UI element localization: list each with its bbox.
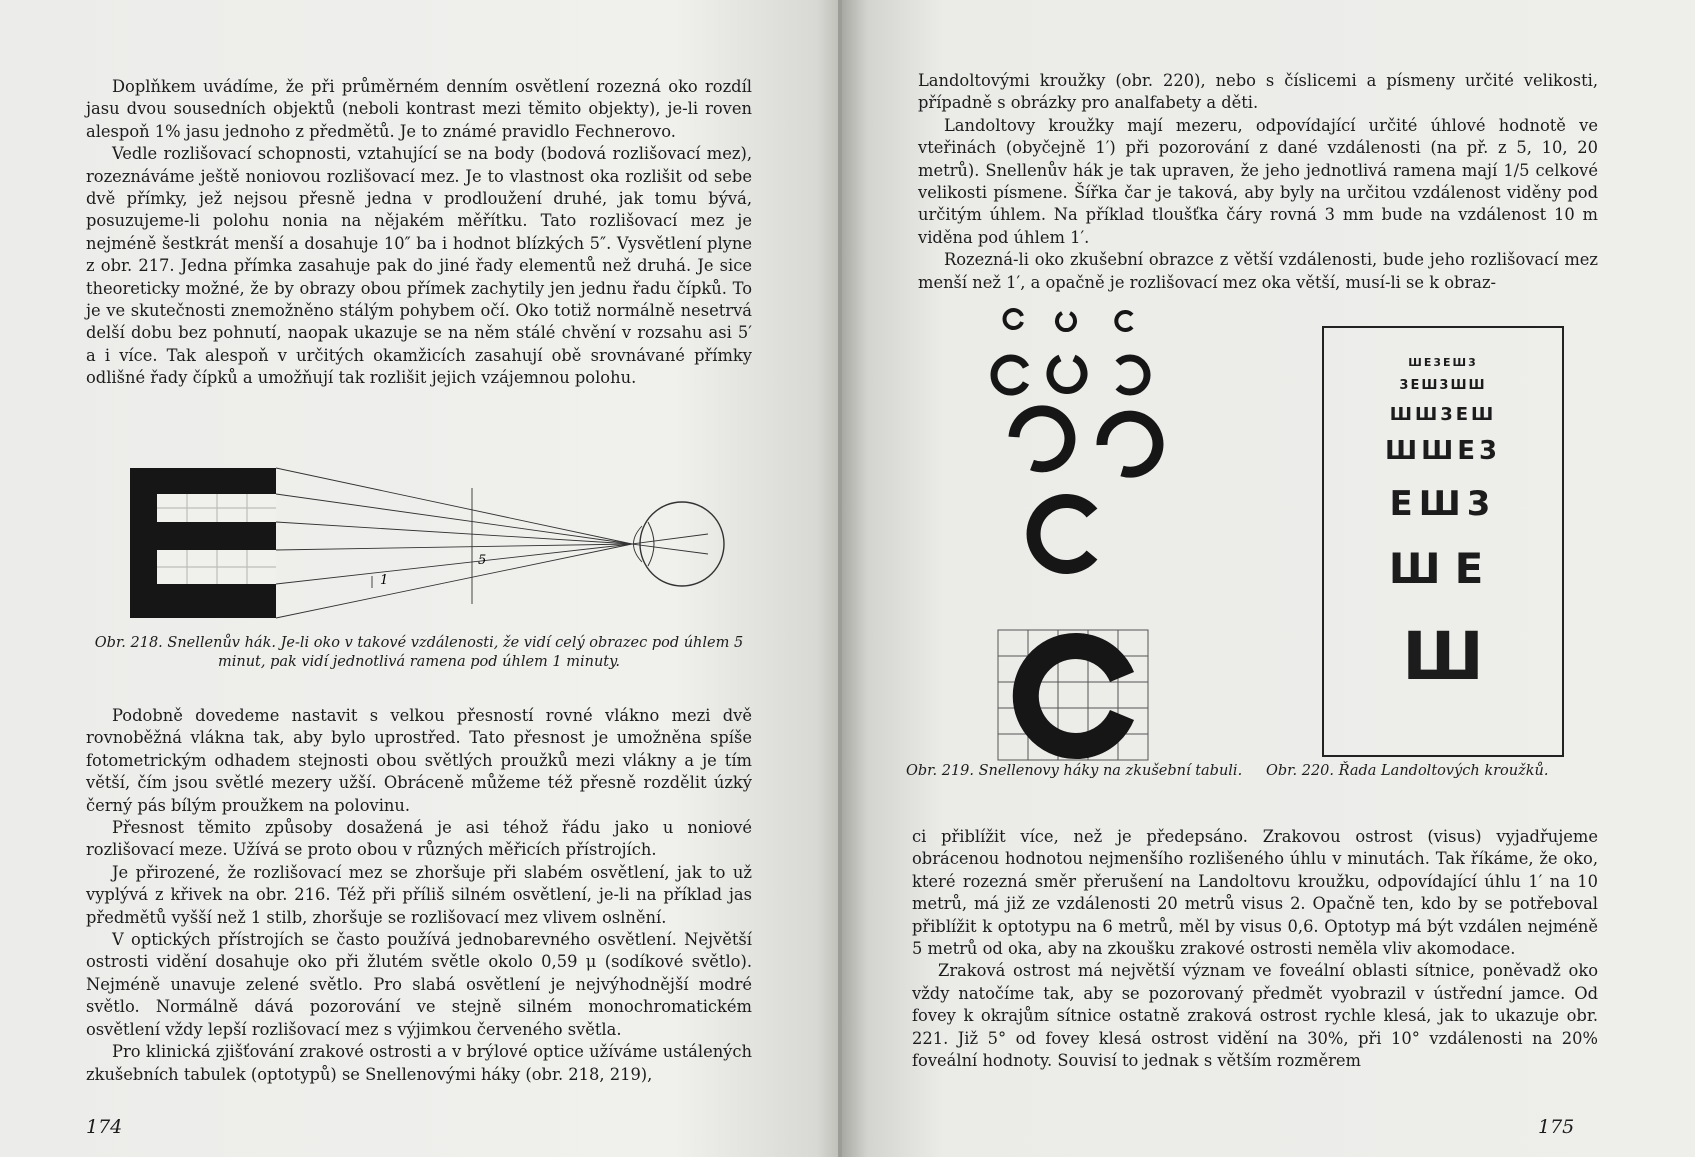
chart-row: ШE	[1388, 544, 1498, 593]
chart-row: EШ3	[1389, 484, 1497, 524]
figure-219-caption: Obr. 219. Snellenovy háky na zkušební tabuli.	[906, 763, 1243, 779]
chart-row: ШШ3EШ	[1389, 404, 1497, 425]
landolt-rings-figure	[982, 305, 1172, 770]
chart-row: ШШE3	[1384, 436, 1502, 466]
paragraph: Pro klinická zjišťování zrakové ostrosti a v brýlové optice užíváme ustálených zkušebních tabulek (optotypů) se Snellenovými háky (obr. 218, 219),	[86, 1042, 752, 1084]
paragraph: Rozezná-li oko zkušební obrazce z větší vzdálenosti, bude jeho rozlišovací mez menší než 1′, a opačně je rozlišovací mez oka větší, musí-li se k obraz-	[918, 250, 1598, 292]
left-top-text	[86, 76, 752, 390]
left-bottom-text	[86, 705, 752, 1086]
paragraph: Zraková ostrost má největší význam ve foveální oblasti sítnice, poněvadž oko vždy natočíme tak, aby se pozorovaný předmět vyobrazil v ústřední jamce. Od fovey k okrajům sítnice ostatně zraková ostrost rychle klesá, jak to ukazuje obr. 221. Již 5° od fovey klesá ostrost vidění na 30%, při 10° vzdálenosti na 20% foveální hodnoty. Souvisí to jednak s větším rozměrem	[912, 961, 1598, 1071]
angle-label-5: 5	[478, 553, 487, 568]
paragraph: V optických přístrojích se často používá jednobarevného osvětlení. Největší ostrosti vidění dosahuje oko při žlutém světle okolo 0,59 μ (sodíkové světlo). Nejméně unavuje zelené světlo. Pro slabá osvětlení je nejvýhodnější modré světlo. Normálně dává pozorování ve stejně silném monochromatickém osvětlení vždy lepší rozlišovací mez s výjimkou červeného světla.	[86, 930, 752, 1039]
paragraph: Vedle rozlišovací schopnosti, vztahující se na body (bodová rozlišovací mez), rozeznáváme ještě noniovou rozlišovací mez. Je to vlastnost oka rozlišit od sebe dvě přímky, jež nejsou přesně jedna v prodloužení druhé, jak tomu bývá, posuzujeme-li polohu nonia na nějakém měřítku. Tato rozlišovací mez je nejméně šestkrát menší a dosahuje 10″ ba i hodnot blízkých 5″. Vysvětlení plyne z obr. 217. Jedna přímka zasahuje pak do jiné řady elementů než druhá. Je sice theoreticky možné, že by obrazy obou přímek zachytily jen jednu řadu čípků. To je ve skutečnosti znemožněno stálým pohybem očí. Oko totiž normálně nesetrvá delší dobu bez pohnutí, naopak ukazuje se na něm stálé chvění v rozsahu asi 5′ a i více. Tak alespoň v určitých okamžicích zasahují obě srovnávané přímky odlišné řady čípků a umožňují tak rozlišit jejich vzájemnou polohu.	[86, 144, 752, 388]
angle-label-1: 1	[380, 573, 389, 588]
paragraph: Landoltovy kroužky mají mezeru, odpovídající určité úhlové hodnotě ve vteřinách (obyčejně 1′) při pozorování z dané vzdálenosti (na př. z 5, 10, 20 metrů). Snellenův hák je tak upraven, že jeho jednotlivá ramena mají 1/5 celkové velikosti písmene. Šířka čar je taková, aby byly na určitou vzdálenost viděny pod určitým úhlem. Na příklad tloušťka čáry rovná 3 mm bude na vzdálenost 10 m viděna pod úhlem 1′.	[918, 115, 1598, 247]
paragraph: Doplňkem uvádíme, že při průměrném denním osvětlení rozezná oko rozdíl jasu dvou sousedních objektů (neboli kontrast mezi těmito objekty), je-li roven alespoň 1% jasu jednoho z předmětů. Je to známé pravidlo Fechnerovo.	[86, 77, 752, 141]
paragraph: Přesnost těmito způsoby dosažená je asi téhož řádu jako u noniové rozlišovací meze. Užívá se proto obou v různých měřicích přístrojích.	[86, 818, 752, 860]
page-number-left: 174	[86, 1116, 123, 1138]
figure-218-caption: Obr. 218. Snellenův hák. Je-li oko v takové vzdálenosti, že vidí celý obrazec pod úhlem 5 minut, pak vidí jednotlivá ramena pod úhlem 1 minuty.	[94, 635, 744, 670]
right-bottom-text	[912, 826, 1598, 1072]
figure-220-caption: Obr. 220. Řada Landoltových kroužků.	[1266, 763, 1549, 779]
page-number-right: 175	[1538, 1116, 1575, 1138]
right-page	[842, 0, 1695, 1157]
right-top-text	[918, 70, 1598, 294]
snellen-chart	[1322, 326, 1564, 757]
paragraph: Je přirozené, že rozlišovací mez se zhoršuje při slabém osvětlení, jak to už vyplývá z křivek na obr. 216. Též při příliš silném osvětlení, je-li na příklad jas předmětů vyšší než 1 stilb, zhoršuje se rozlišovací mez vlivem oslnění.	[86, 862, 752, 927]
paragraph: Landoltovými kroužky (obr. 220), nebo s číslicemi a písmeny určité velikosti, případně s obrázky pro analfabety a děti.	[918, 71, 1598, 113]
chart-row: ШE3EШ3	[1408, 356, 1478, 369]
paragraph: ci přiblížit více, než je předepsáno. Zrakovou ostrost (visus) vyjadřujeme obrácenou hodnotou nejmenšího rozlišeného úhlu v minutách. Tak říkáme, že oko, které rozezná směr přerušení na Landoltovu kroužku, odpovídající úhlu 1′ na 10 metrů, má již ze vzdálenosti 20 metrů visus 2. Opačně ten, kdo by se potřeboval přiblížit k optotypu na 6 metrů, měl by visus 0,6. Optotyp má být vzdálen nejméně 5 metrů od oka, aby na zkoušku zrakové ostrosti neměla vliv akomodace.	[912, 827, 1598, 959]
paragraph: Podobně dovedeme nastavit s velkou přesností rovné vlákno mezi dvě rovnoběžná vlákna tak, aby bylo uprostřed. Tato přesnost je umožněna spíše fotometrickým odhadem stejnosti obou světlých proužků mezi vlákny a je tím větší, čím jsou světlé mezery užší. Obráceně můžeme též přesně rozdělit úzký černý pás bílým proužkem na polovinu.	[86, 706, 752, 815]
snellen-hook-figure	[120, 456, 760, 626]
chart-row: Ш	[1402, 618, 1484, 695]
left-page	[0, 0, 842, 1157]
chart-row: 3EШ3ШШ	[1399, 378, 1487, 393]
